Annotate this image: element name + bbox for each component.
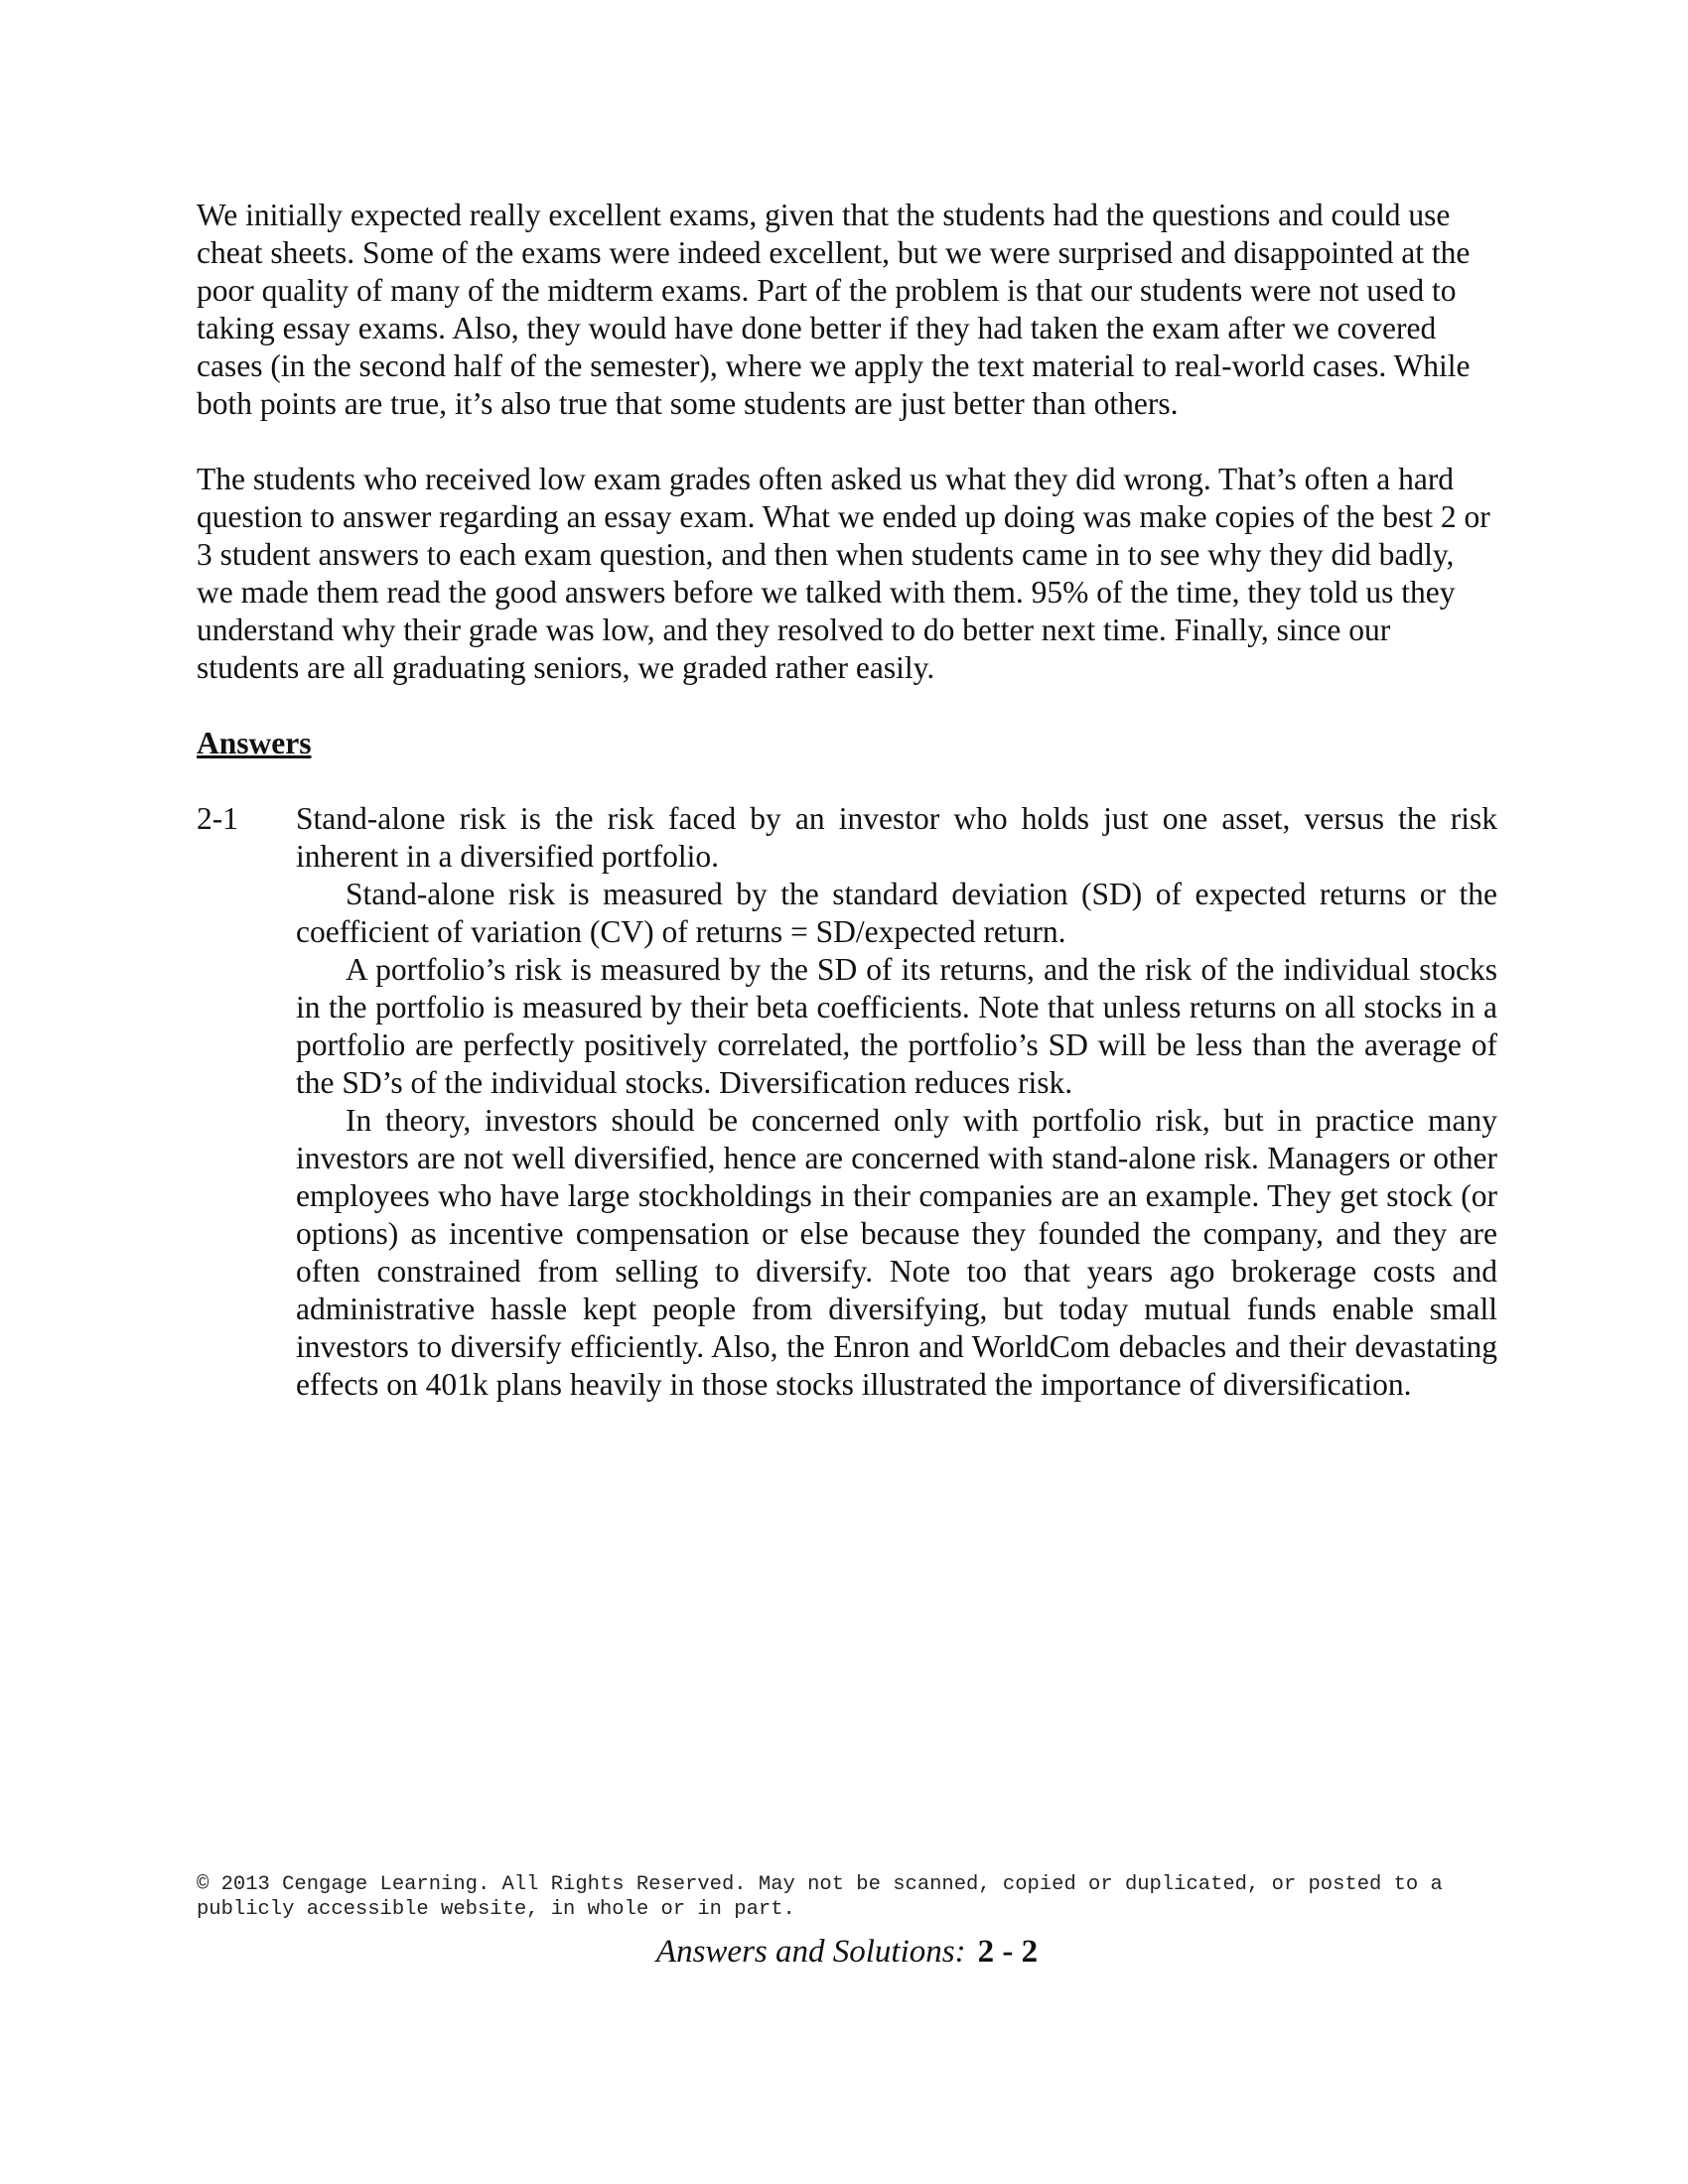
page-footer xyxy=(197,1872,1497,1972)
answer-body xyxy=(296,800,1497,1404)
answer-2-1 xyxy=(197,800,1497,1404)
page-content xyxy=(197,197,1497,1404)
answers-heading: Answers xyxy=(197,726,312,760)
answer-number: 2-1 xyxy=(197,801,238,836)
page-number: 2 - 2 xyxy=(977,1934,1039,1970)
answer-paragraph-1: Stand-alone risk is the risk faced by an investor who holds just one asset, versus the risk inherent in a diversified portfolio. xyxy=(296,801,1497,874)
answer-paragraph-4: In theory, investors should be concerned only with portfolio risk, but in practice many investors are not well diversified, hence are concerned with stand-alone risk. Managers or other employees who have large stockholdings in their companies are an example. They get stock (or options) as incentive compensation or else because they founded the company, and they are often constrained from selling to diversify. Note too that years ago brokerage costs and administrative hassle kept people from diversifying, but today mutual funds enable small investors to diversify efficiently. Also, the Enron and WorldCom debacles and their devastating effects on 401k plans heavily in those stocks illustrated the importance of diversification. xyxy=(296,1103,1497,1402)
answer-paragraph-3: A portfolio’s risk is measured by the SD of its returns, and the risk of the individual stocks in the portfolio is measured by their beta coefficients. Note that unless returns on all stocks in a portfolio are perfectly positively correlated, the portfolio’s SD will be less than the average of the SD’s of the individual stocks. Diversification reduces risk. xyxy=(296,952,1497,1100)
copyright-notice: © 2013 Cengage Learning. All Rights Reserved. May not be scanned, copied or duplicated, or posted to a publicly accessible website, in whole or in part. xyxy=(197,1873,1443,1921)
page-label xyxy=(197,1932,1497,1972)
answer-paragraph-2: Stand-alone risk is measured by the standard deviation (SD) of expected returns or the coefficient of variation (CV) of returns = SD/expected return. xyxy=(296,877,1497,949)
intro-paragraph-1: We initially expected really excellent exams, given that the students had the questions and could use cheat sheets. Some of the exams were indeed excellent, but we were surprised and disappointed at the poor quality of many of the midterm exams. Part of the problem is that our students were not used to taking essay exams. Also, they would have done better if they had taken the exam after we covered cases (in the second half of the semester), where we apply the text material to real-world cases. While both points are true, it’s also true that some students are just better than others. xyxy=(197,198,1471,421)
page-label-text: Answers and Solutions: xyxy=(655,1934,966,1970)
intro-paragraph-2: The students who received low exam grades often asked us what they did wrong. That’s often a hard question to answer regarding an essay exam. What we ended up doing was make copies of the best 2 or 3 student answers to each exam question, and then when students came in to see why they did badly, we made them read the good answers before we talked with them. 95% of the time, they told us they understand why their grade was low, and they resolved to do better next time. Finally, since our students are all graduating seniors, we graded rather easily. xyxy=(197,462,1490,685)
